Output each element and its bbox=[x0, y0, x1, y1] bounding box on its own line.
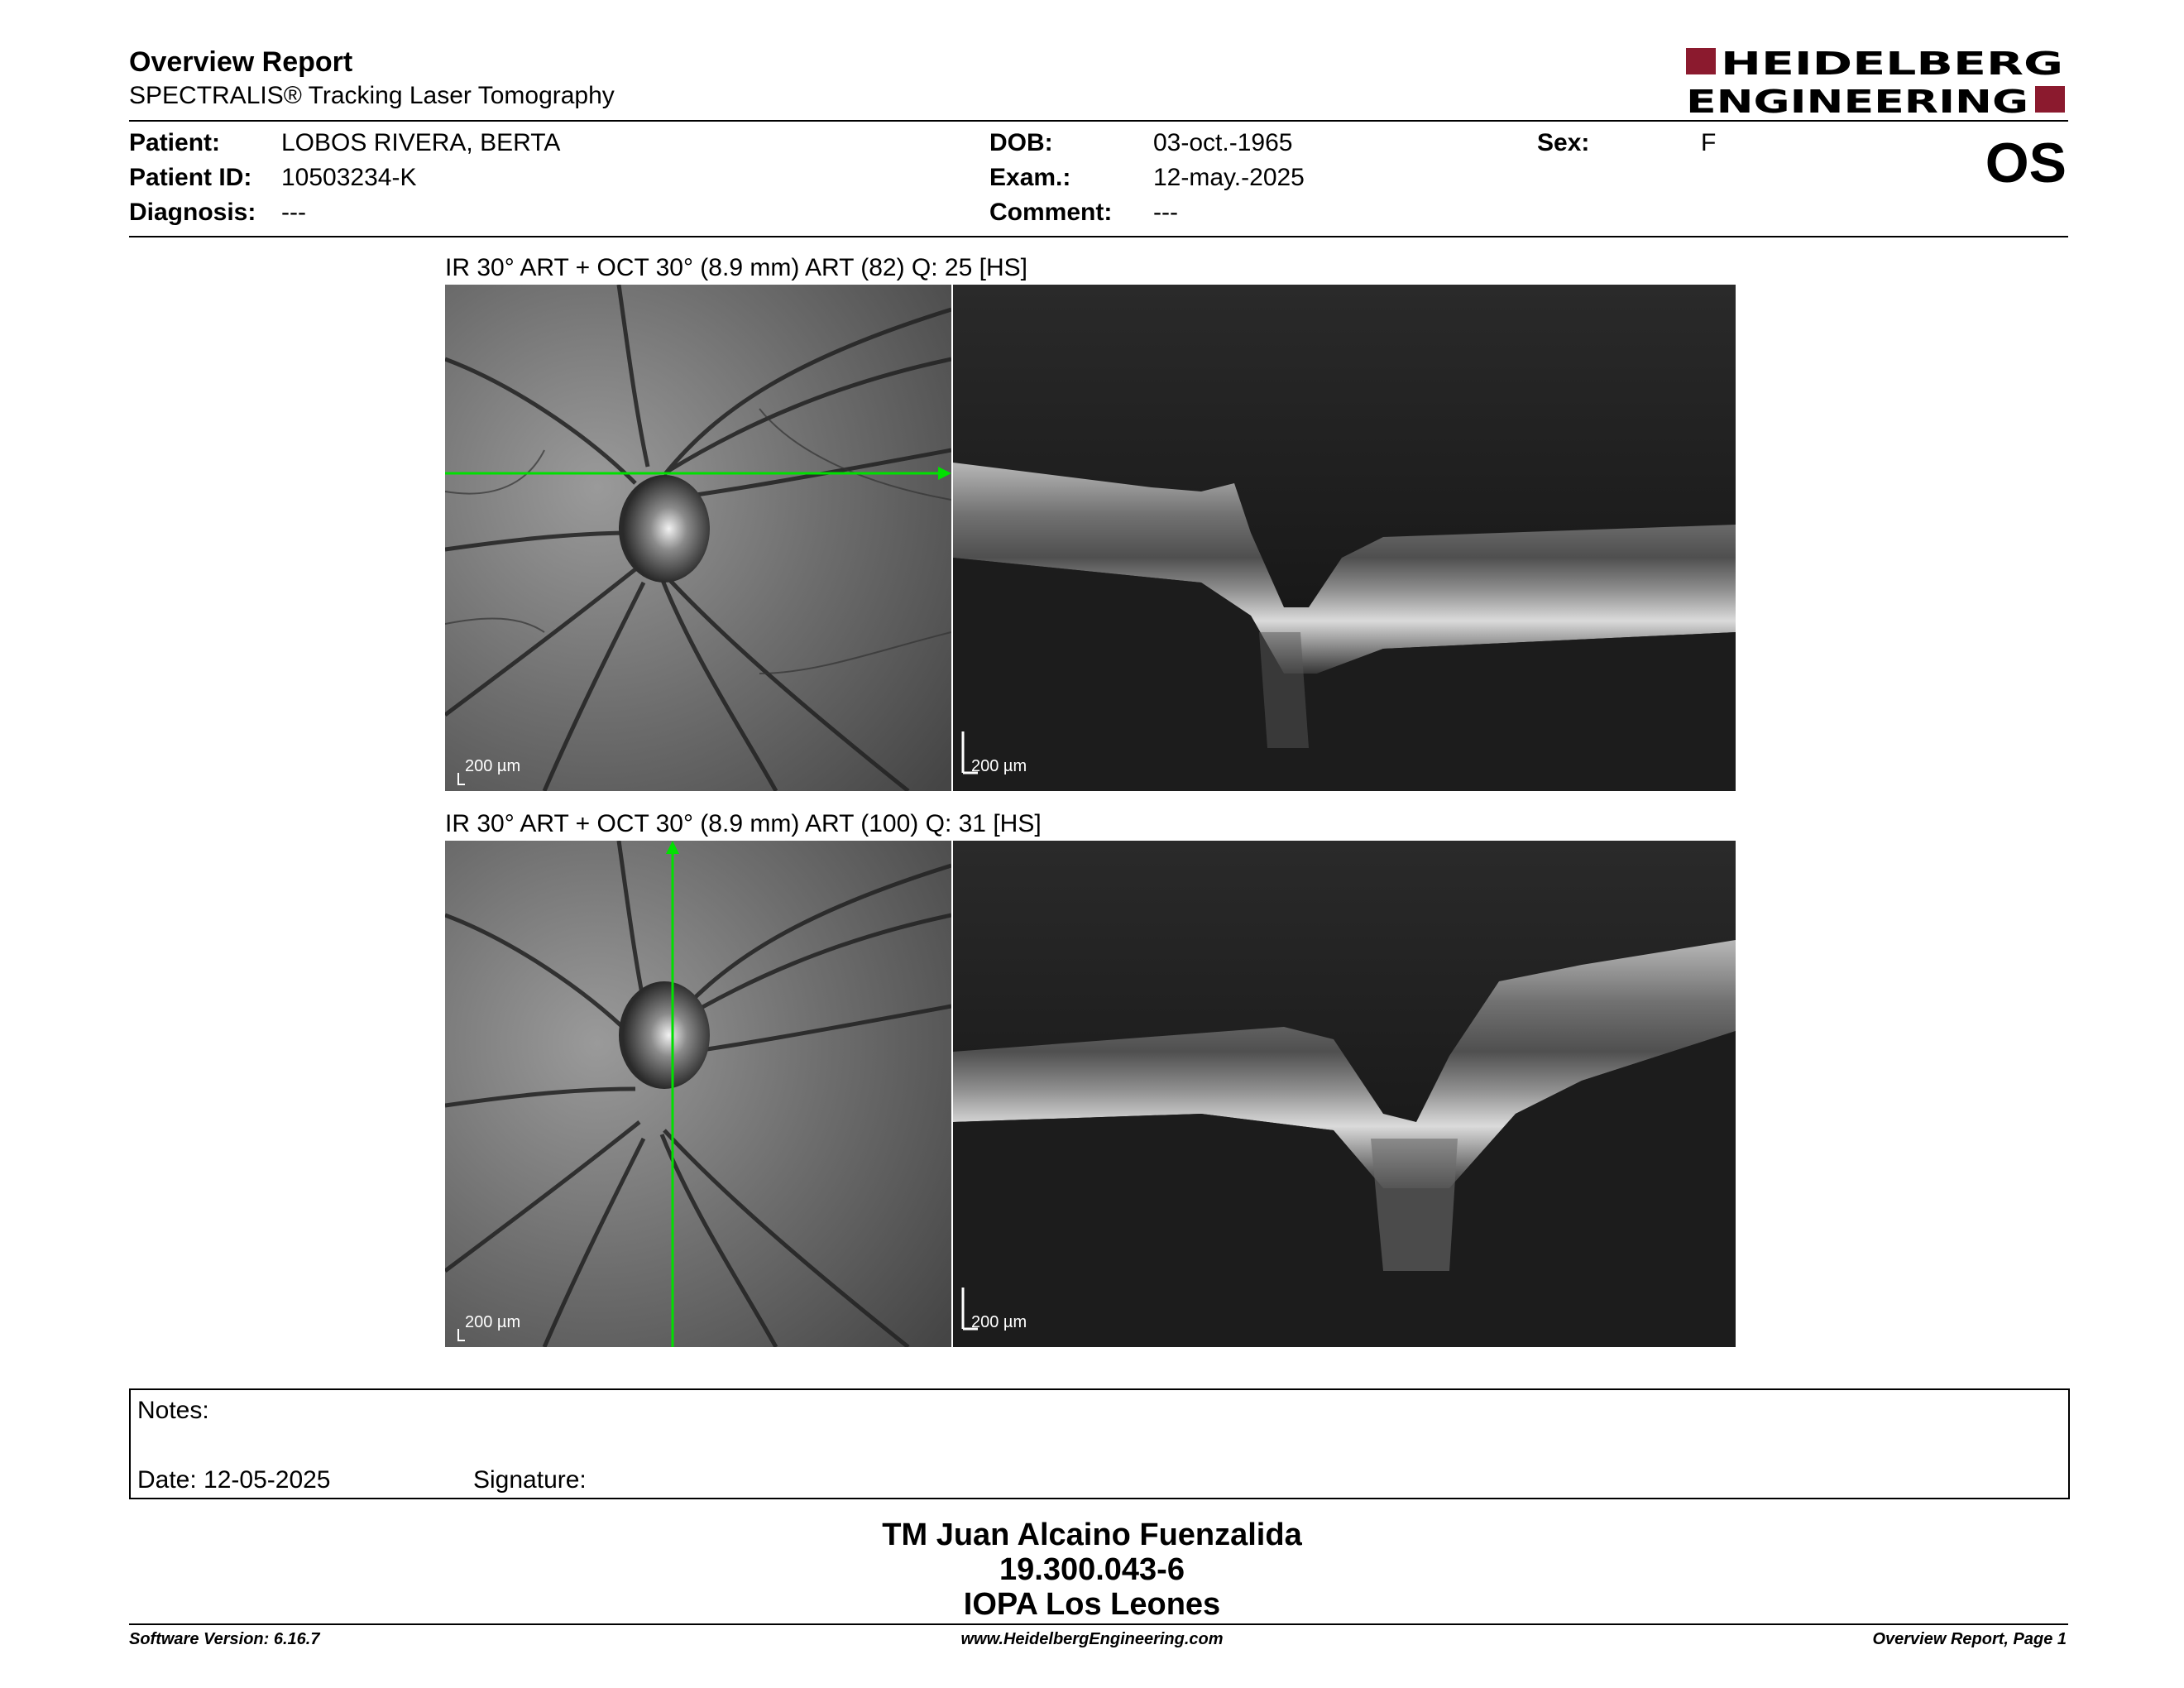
comment-value: --- bbox=[1153, 199, 1178, 226]
signer-name: TM Juan Alcaino Fuenzalida bbox=[882, 1518, 1302, 1552]
scan1-oct-image bbox=[953, 285, 1736, 791]
patient-id: 10503234-K bbox=[281, 164, 417, 191]
software-version: Software Version: 6.16.7 bbox=[129, 1630, 320, 1648]
scan2-caption: IR 30° ART + OCT 30° (8.9 mm) ART (100) Q: 31 [HS] bbox=[445, 810, 1042, 837]
date-label: Date: 12-05-2025 bbox=[137, 1466, 331, 1494]
heidelberg-logo bbox=[1686, 46, 2067, 116]
comment-label: Comment: bbox=[989, 199, 1113, 226]
header-rule-bottom bbox=[129, 236, 2068, 237]
scan2-fundus-scale: 200 µm bbox=[465, 1313, 521, 1331]
scan1-fundus-scale: 200 µm bbox=[465, 757, 521, 775]
exam-label: Exam.: bbox=[989, 164, 1071, 191]
report-title: Overview Report bbox=[129, 46, 353, 78]
scan1-fundus-image bbox=[445, 285, 951, 791]
patient-label: Patient: bbox=[129, 129, 221, 156]
dob-value: 03-oct.-1965 bbox=[1153, 129, 1293, 156]
notes-box bbox=[129, 1388, 2070, 1499]
signer-id: 19.300.043-6 bbox=[999, 1552, 1185, 1587]
patient-name: LOBOS RIVERA, BERTA bbox=[281, 129, 561, 156]
scan1-caption: IR 30° ART + OCT 30° (8.9 mm) ART (82) Q: 25 [HS] bbox=[445, 254, 1027, 281]
diagnosis-label: Diagnosis: bbox=[129, 199, 256, 226]
footer-rule bbox=[129, 1623, 2068, 1625]
eye-label: OS bbox=[1985, 132, 2067, 194]
diagnosis-value: --- bbox=[281, 199, 306, 226]
signature-label: Signature: bbox=[473, 1466, 587, 1494]
website-link[interactable]: www.HeidelbergEngineering.com bbox=[960, 1630, 1224, 1648]
dob-label: DOB: bbox=[989, 129, 1053, 156]
scan2-fundus-image bbox=[445, 841, 951, 1347]
scan2-oct-image bbox=[953, 841, 1736, 1347]
logo-line1: HEIDELBERG bbox=[1721, 46, 2063, 82]
scan2-oct-scale: 200 µm bbox=[971, 1313, 1027, 1331]
sex-value: F bbox=[1701, 129, 1717, 156]
report-subtitle: SPECTRALIS® Tracking Laser Tomography bbox=[129, 82, 615, 109]
patient-id-label: Patient ID: bbox=[129, 164, 252, 191]
page-number: Overview Report, Page 1 bbox=[1872, 1630, 2067, 1648]
header-rule-top bbox=[129, 120, 2068, 122]
signer-institution: IOPA Los Leones bbox=[963, 1587, 1221, 1622]
scan1-oct-scale: 200 µm bbox=[971, 757, 1027, 775]
logo-line2: ENGINEERING bbox=[1686, 84, 2028, 116]
exam-value: 12-may.-2025 bbox=[1153, 164, 1305, 191]
notes-label: Notes: bbox=[137, 1397, 209, 1424]
sex-label: Sex: bbox=[1537, 129, 1590, 156]
